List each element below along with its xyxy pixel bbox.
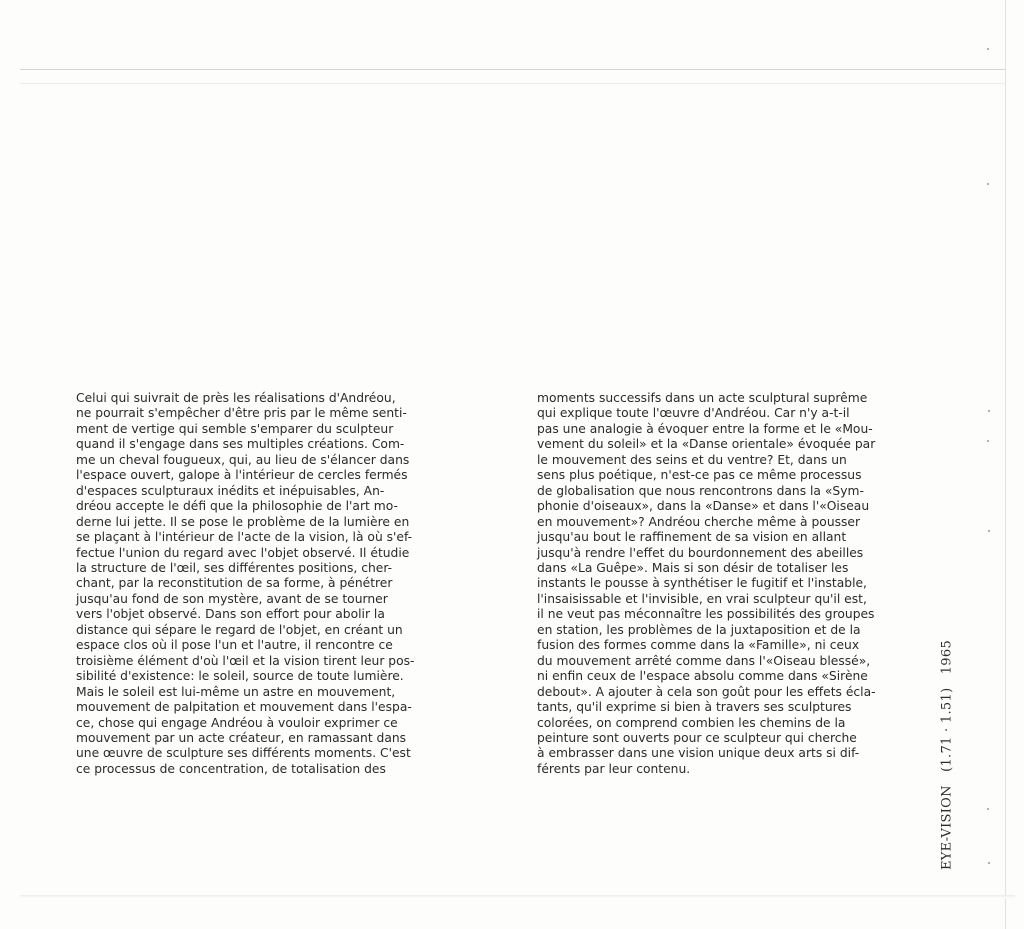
text-line: fectue l'union du regard avec l'objet observé. Il étudie: [76, 545, 410, 560]
text-line: peinture sont ouverts pour ce sculpteur qui cherche: [537, 730, 857, 745]
text-line: qui explique toute l'œuvre d'Andréou. Car n'y a-t-il: [537, 406, 850, 421]
text-line: me un cheval fougueux, qui, au lieu de s'élancer dans: [76, 452, 410, 467]
text-line: phonie d'oiseaux», dans la «Danse» et dans l'«Oiseau: [537, 499, 870, 514]
side-caption-text: EYE-VISION (1.71 · 1.51) 1965: [939, 639, 955, 871]
text-line: moments successifs dans un acte sculptural suprême: [537, 391, 868, 405]
text-line: quand il s'engage dans ses multiples créations. Com-: [76, 437, 405, 452]
text-line: pas une analogie à évoquer entre la forme et le «Mou-: [537, 421, 873, 436]
text-line: à embrasser dans une vision unique deux arts si dif-: [537, 746, 860, 761]
text-line: jusqu'au bout le raffinement de sa vision en allant: [537, 530, 847, 545]
paper-speck: [988, 530, 990, 532]
text-line: l'espace ouvert, galope à l'intérieur de cercles fermés: [76, 468, 408, 483]
text-line: ne pourrait s'empêcher d'être pris par le même senti-: [76, 406, 407, 421]
paper-speck: [988, 862, 990, 864]
paper-speck: [987, 440, 989, 442]
text-line: colorées, on comprend combien les chemins de la: [537, 715, 846, 730]
text-line: il ne veut pas méconnaître les possibilités des groupes: [537, 607, 875, 622]
text-line: le mouvement des seins et du ventre? Et, dans un: [537, 452, 847, 467]
text-line: dans «La Guêpe». Mais si son désir de totaliser les: [537, 560, 849, 575]
text-line: instants le pousse à synthétiser le fugitif et l'instable,: [537, 576, 867, 591]
text-column-left: [76, 391, 414, 777]
text-line: debout». A ajouter à cela son goût pour les effets écla-: [537, 684, 876, 699]
text-line: dréou accepte le défi que la philosophie de l'art mo-: [76, 499, 398, 514]
text-line: se plaçant à l'intérieur de l'acte de la vision, là où s'ef-: [76, 530, 413, 545]
text-line: l'insaisissable et l'invisible, en vrai sculpteur qu'il est,: [537, 591, 867, 606]
text-line: d'espaces sculpturaux inédits et inépuisables, An-: [76, 483, 385, 498]
text-line: une œuvre de sculpture ses différents moments. C'est: [76, 746, 411, 761]
text-line: troisième élément d'où l'œil et la vision tirent leur pos-: [76, 653, 415, 668]
text-line: ce, chose qui engage Andréou à vouloir exprimer ce: [76, 715, 398, 730]
text-line: la structure de l'œil, ses différentes positions, cher-: [76, 560, 393, 575]
text-line: ment de vertige qui semble s'emparer du sculpteur: [76, 421, 394, 436]
text-line: tants, qu'il exprime si bien à travers ses sculptures: [537, 700, 852, 715]
text-line: jusqu'au fond de son mystère, avant de se tourner: [76, 591, 388, 606]
text-line: ce processus de concentration, de totalisation des: [76, 761, 386, 776]
text-line: de globalisation que nous rencontrons dans la «Sym-: [537, 483, 864, 498]
text-line: mouvement de palpitation et mouvement dans l'espa-: [76, 700, 412, 715]
fold-crease-shadow: [20, 83, 1005, 84]
text-line: férents par leur contenu.: [537, 761, 691, 776]
paper-speck: [988, 410, 990, 412]
fold-crease-line: [20, 69, 1005, 70]
text-line: mouvement par un acte créateur, en ramassant dans: [76, 730, 407, 745]
text-line: ni enfin ceux de l'espace absolu comme dans «Sirène: [537, 669, 868, 684]
paper-speck: [987, 808, 989, 810]
text-line: vement du soleil» et la «Danse orientale» évoquée par: [537, 437, 876, 452]
text-line: Mais le soleil est lui-même un astre en mouvement,: [76, 684, 396, 699]
paper-speck: [987, 183, 989, 185]
text-line: sens plus poétique, n'est-ce pas ce même processus: [537, 468, 862, 483]
text-line: sibilité d'existence: le soleil, source de toute lumière.: [76, 669, 404, 684]
text-line: Celui qui suivrait de près les réalisations d'Andréou,: [76, 391, 396, 405]
text-line: chant, par la reconstitution de sa forme, à pénétrer: [76, 576, 393, 591]
text-line: distance qui sépare le regard de l'objet, en créant un: [76, 622, 403, 637]
text-line: espace clos où il pose l'un et l'autre, il rencontre ce: [76, 638, 393, 653]
text-line: jusqu'à rendre l'effet du bourdonnement des abeilles: [537, 545, 864, 560]
text-line: vers l'objet observé. Dans son effort pour abolir la: [76, 607, 385, 622]
text-line: en station, les problèmes de la juxtaposition et de la: [537, 622, 861, 637]
text-column-right: [537, 391, 876, 777]
text-line: en mouvement»? Andréou cherche même à pousser: [537, 514, 861, 529]
paper-right-edge: [1005, 0, 1006, 929]
text-line: du mouvement arrêté comme dans l'«Oiseau blessé»,: [537, 653, 871, 668]
text-line: derne lui jette. Il se pose le problème de la lumière en: [76, 514, 410, 529]
paper-speck: [987, 48, 989, 50]
paper-bottom-edge: [20, 895, 1015, 898]
text-line: fusion des formes comme dans la «Famille», ni ceux: [537, 638, 860, 653]
